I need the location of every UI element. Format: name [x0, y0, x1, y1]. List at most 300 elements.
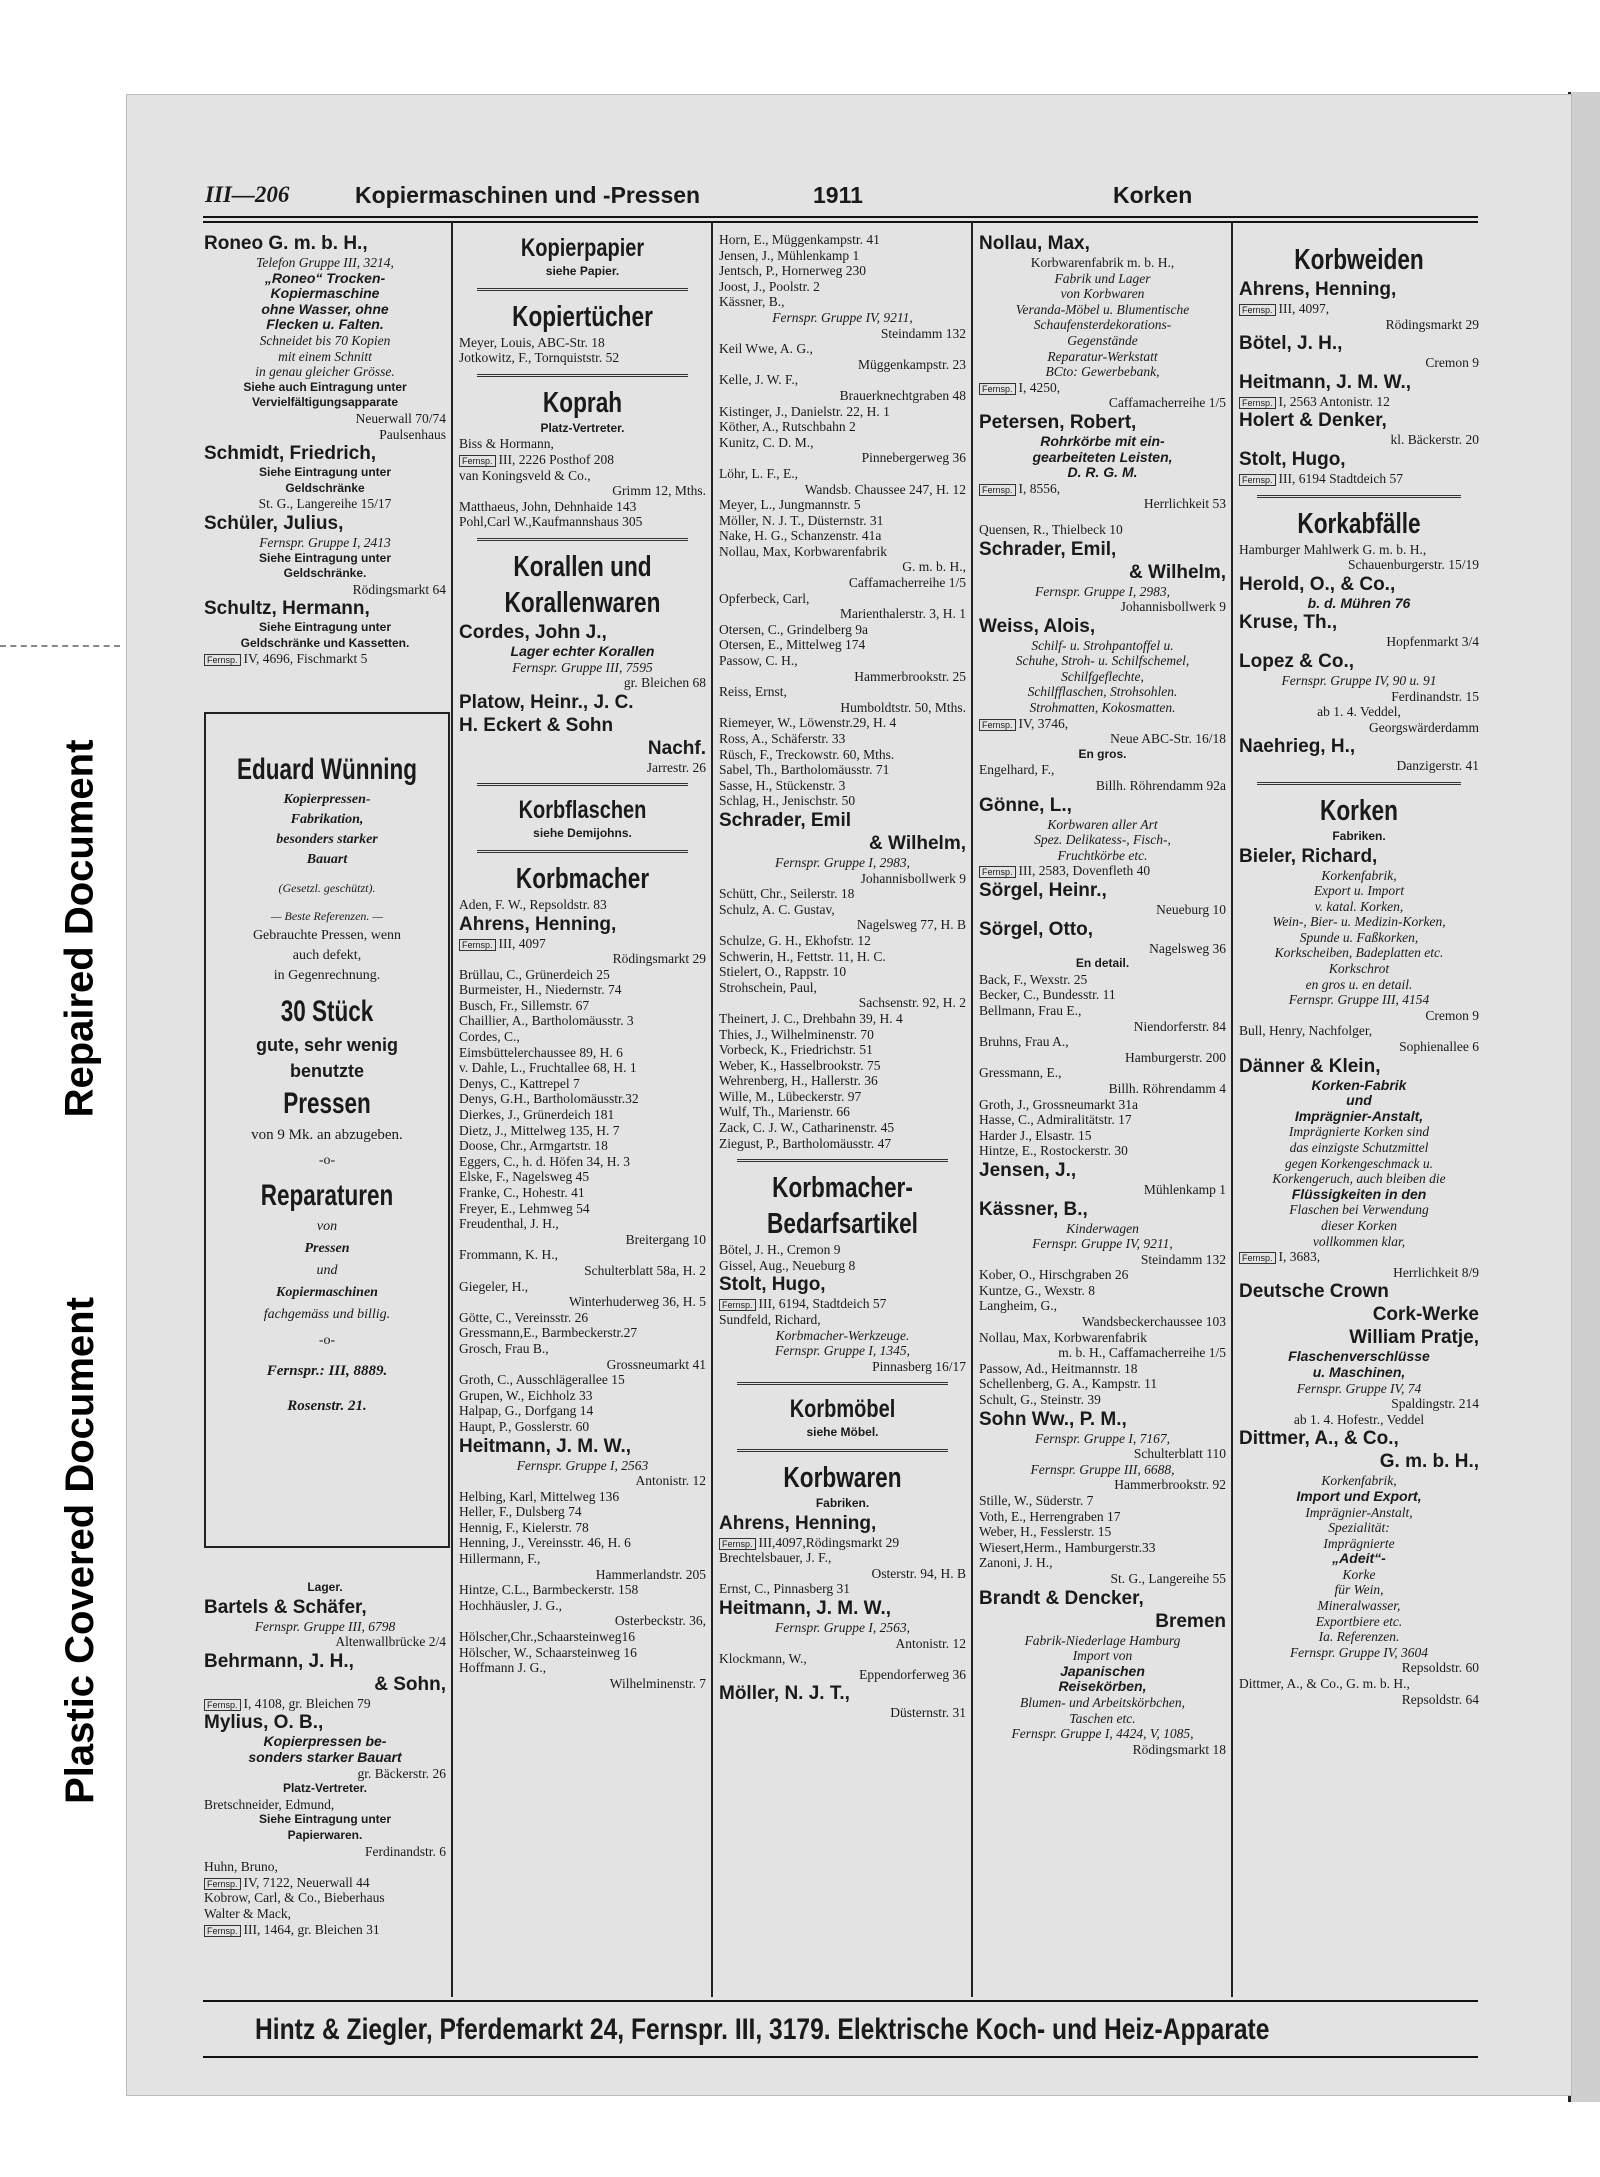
- entry-line: Hillermann, F.,: [459, 1551, 541, 1567]
- note-line: Siehe Eintragung unter: [258, 1812, 391, 1827]
- entry-line: Zack, C. J. W., Catharinenstr. 45: [719, 1120, 895, 1136]
- entry-line: u. Maschinen,: [1312, 1364, 1406, 1380]
- company-name: Sörgel, Heinr.,: [979, 880, 1107, 901]
- entry-line: Hochhäusler, J. G.,: [459, 1597, 562, 1613]
- company-name: Roneo G. m. b. H.,: [204, 233, 368, 254]
- entry-line: Korkengeruch, auch bleiben die: [1272, 1171, 1446, 1187]
- entry-line: Dittmer, A., & Co., G. m. b. H.,: [1239, 1676, 1410, 1692]
- entry-line: Düsternstr. 31: [890, 1705, 966, 1721]
- ad-divider: -o-: [318, 1333, 336, 1348]
- note-line: Fabriken.: [1332, 828, 1386, 843]
- entry-line: Korkenfabrik,: [1321, 867, 1397, 883]
- entry-line: in genau gleicher Grösse.: [255, 364, 395, 380]
- phone-entry: [979, 481, 1226, 497]
- section-heading: Korbweiden: [1294, 244, 1424, 276]
- company-name: Jensen, J.,: [979, 1159, 1077, 1181]
- entry-line: Groth, J., Grossneumarkt 31a: [979, 1096, 1138, 1112]
- entry-line: Billh. Röhrendamm 92a: [1095, 778, 1226, 794]
- company-name: Behrmann, J. H.,: [204, 1650, 354, 1672]
- page-header: [205, 178, 1475, 212]
- column-divider: [971, 222, 973, 1997]
- entry-line: Ross, A., Schäferstr. 33: [719, 731, 846, 746]
- note-line: Siehe auch Eintragung unter: [243, 379, 407, 394]
- entry-line: Theinert, J. C., Drehbahn 39, H. 4: [719, 1010, 903, 1026]
- entry-line: Kuntze, G., Wexstr. 8: [979, 1282, 1096, 1298]
- phone-entry: [459, 936, 706, 952]
- section-rule: [1257, 782, 1461, 785]
- entry-line: Niendorferstr. 84: [1133, 1018, 1226, 1034]
- entry-line: Fernspr. Gruppe I, 1345,: [775, 1343, 910, 1359]
- entry-line: Wille, M., Lübeckerstr. 97: [719, 1088, 862, 1104]
- entry-line: mit einem Schnitt: [278, 348, 372, 364]
- telephone-icon: Fernsp.: [979, 383, 1016, 395]
- entry-line: Danzigerstr. 41: [1396, 758, 1479, 774]
- entry-line: Rödingsmarkt 29: [612, 951, 706, 967]
- entry-line: Export u. Import: [1313, 883, 1405, 899]
- entry-line: Brüllau, C., Grünerdeich 25: [459, 966, 610, 982]
- spacer: [979, 512, 1226, 522]
- entry-line: Helbing, Karl, Mittelweg 136: [459, 1488, 620, 1504]
- entry-line: Veranda-Möbel u. Blumentische: [1015, 301, 1190, 317]
- company-name: Mylius, O. B.,: [204, 1712, 324, 1734]
- phone-entry: [204, 1696, 446, 1712]
- entry-line: Meyer, Louis, ABC-Str. 18: [459, 334, 605, 350]
- company-name: Holert & Denker,: [1239, 410, 1387, 432]
- entry-line: Nagelsweg 77, H. B: [856, 917, 966, 933]
- note-line: En detail.: [1075, 956, 1130, 971]
- entry-line: Rüsch, F., Treckowstr. 60, Mths.: [719, 746, 895, 762]
- ad-repairs: Reparaturen: [260, 1179, 394, 1212]
- entry-line: Import von: [1072, 1648, 1133, 1664]
- entry-line: Schneidet bis 70 Kopien: [259, 332, 391, 348]
- section-rule: [737, 1159, 948, 1162]
- entry-line: Flaschenverschlüsse: [1288, 1349, 1430, 1365]
- entry-line: Korbmacher-Werkzeuge.: [775, 1327, 910, 1343]
- plastic-covered-label: Plastic Covered Document: [44, 1250, 116, 1850]
- entry-line: Hasse, C., Admiralitätstr. 17: [979, 1112, 1132, 1128]
- column-divider: [711, 222, 713, 1997]
- entry-line: ab 1. 4. Hofestr., Veddel: [1293, 1411, 1425, 1427]
- company-name: Kässner, B.,: [979, 1198, 1088, 1220]
- ad-address: Rosenstr. 21.: [287, 1398, 367, 1414]
- column-2: [459, 232, 706, 1997]
- entry-line: Altenwallbrücke 2/4: [335, 1634, 446, 1650]
- entry-line: Fernspr. Gruppe III, 4154: [1288, 992, 1430, 1008]
- entry-line: Import und Export,: [1296, 1488, 1422, 1504]
- entry-line: Hennig, F., Kielerstr. 78: [459, 1519, 589, 1535]
- entry-line: Fernspr. Gruppe IV, 9211,: [1032, 1236, 1173, 1252]
- section-heading: Korbmacher-: [772, 1172, 913, 1205]
- note-line: Vervielfältigungsapparate: [251, 395, 399, 410]
- entry-line: Flaschen bei Verwendung: [1289, 1202, 1429, 1218]
- entry-line: Osterbeckstr. 36,: [614, 1613, 706, 1629]
- entry-line: Fernspr. Gruppe IV, 3604: [1289, 1644, 1429, 1660]
- phone-entry: [979, 863, 1226, 879]
- page-number: III—206: [205, 182, 290, 207]
- note-line: Siehe Eintragung unter: [258, 620, 391, 635]
- company-name: Bieler, Richard,: [1239, 845, 1378, 867]
- entry-line: Kelle, J. W. F.,: [719, 372, 799, 388]
- company-name: Weiss, Alois,: [979, 615, 1096, 637]
- telephone-icon: Fernsp.: [979, 866, 1016, 878]
- entry-line: Schulterblatt 110: [1133, 1446, 1226, 1462]
- entry-line: Fernspr. Gruppe III, 7595: [512, 659, 653, 675]
- entry-line: Schaufensterdekorations-: [1033, 317, 1172, 333]
- entry-line: Back, F., Wexstr. 25: [979, 971, 1088, 987]
- entry-line: Quensen, R., Thielbeck 10: [979, 521, 1123, 537]
- entry-line: Hopfenmarkt 3/4: [1386, 634, 1479, 650]
- entry-line: D. R. G. M.: [1067, 465, 1138, 481]
- entry-line: Cremon 9: [1425, 1007, 1479, 1023]
- entry-line: Ernst, C., Pinnasberg 31: [719, 1581, 850, 1597]
- entry-line: Schauenburgerstr. 15/19: [1348, 557, 1479, 573]
- entry-line: Riemeyer, W., Löwenstr.29, H. 4: [719, 715, 897, 731]
- entry-line: Pinnasberg 16/17: [872, 1358, 966, 1374]
- entry-text: IV, 7122, Neuerwall 44: [243, 1874, 370, 1890]
- entry-line: Cremon 9: [1425, 355, 1479, 371]
- entry-line: Georgswärderdamm: [1369, 719, 1479, 735]
- column-3: [719, 232, 966, 1997]
- phone-entry: [204, 1875, 446, 1891]
- company-name: & Wilhelm,: [869, 832, 966, 854]
- phone-entry: [204, 1922, 446, 1938]
- entry-line: Hammerlandstr. 205: [595, 1566, 706, 1582]
- entry-line: Strohmatten, Kokosmatten.: [1029, 700, 1176, 716]
- entry-line: Horn, E., Müggenkampstr. 41: [719, 232, 880, 247]
- ad-stock-count: 30 Stück: [280, 995, 374, 1028]
- telephone-icon: Fernsp.: [204, 1878, 241, 1890]
- entry-line: Voth, E., Herrengraben 17: [979, 1508, 1121, 1524]
- entry-line: Japanischen: [1060, 1663, 1145, 1679]
- phone-entry: [1239, 1249, 1479, 1265]
- phone-entry: [1239, 301, 1479, 317]
- page-year: 1911: [813, 182, 863, 208]
- entry-line: Jensen, J., Mühlenkamp 1: [719, 247, 860, 263]
- entry-line: Kistinger, J., Danielstr. 22, H. 1: [719, 403, 890, 419]
- company-name: Schmidt, Friedrich,: [204, 443, 377, 465]
- entry-line: Thies, J., Wilhelminenstr. 70: [719, 1026, 874, 1042]
- entry-line: gegen Korkengeschmack u.: [1284, 1155, 1434, 1171]
- entry-line: Haupt, P., Gosslerstr. 60: [459, 1418, 590, 1434]
- entry-line: ab 1. 4. Veddel,: [1317, 704, 1401, 720]
- entry-line: Johannisbollwerk 9: [1120, 599, 1226, 615]
- section-heading: Koprah: [542, 386, 623, 419]
- entry-line: Eppendorferweg 36: [859, 1666, 966, 1682]
- company-name: Gönne, L.,: [979, 794, 1072, 816]
- entry-line: Bruhns, Frau A.,: [979, 1034, 1069, 1050]
- entry-line: Wandsb. Chaussee 247, H. 12: [804, 481, 966, 497]
- entry-line: Breitergang 10: [625, 1231, 706, 1247]
- entry-line: Imprägnierte: [1323, 1535, 1395, 1551]
- footer-advertisement: Hintz & Ziegler, Pferdemarkt 24, Fernspr. III, 3179. Elektrische Koch- und Heiz-Apparate: [255, 2013, 1270, 2046]
- company-name: Dittmer, A., & Co.,: [1239, 1428, 1399, 1450]
- header-rule: [203, 221, 1478, 223]
- entry-line: Busch, Fr., Sillemstr. 67: [459, 997, 590, 1013]
- entry-text: III, 2583, Dovenfleth 40: [1018, 863, 1151, 879]
- section-rule: [477, 783, 688, 786]
- entry-line: Fernspr. Gruppe IV, 74: [1296, 1380, 1422, 1396]
- entry-line: Spez. Delikatess-, Fisch-,: [1034, 832, 1171, 848]
- entry-line: Ferdinandstr. 6: [365, 1843, 446, 1859]
- entry-line: Grimm 12, Mths.: [612, 483, 706, 499]
- entry-text: III, 1464, gr. Bleichen 31: [243, 1921, 380, 1937]
- entry-line: Reisekörben,: [1058, 1679, 1147, 1695]
- entry-line: sonders starker Bauart: [248, 1749, 402, 1765]
- entry-line: Passow, Ad., Heitmannstr. 18: [979, 1360, 1138, 1376]
- entry-line: Hamburgerstr. 200: [1125, 1049, 1226, 1065]
- entry-line: Rödingsmarkt 29: [1385, 316, 1479, 332]
- entry-line: Korkschrot: [1328, 961, 1390, 977]
- entry-line: Hintze, C.L., Barmbeckerstr. 158: [459, 1582, 639, 1598]
- entry-line: Fernspr. Gruppe I, 2983,: [1035, 583, 1170, 599]
- company-name: Petersen, Robert,: [979, 411, 1137, 433]
- entry-line: Wandsbeckerchaussee 103: [1082, 1314, 1226, 1330]
- company-name: Nollau, Max,: [979, 233, 1090, 254]
- note-line: Lager.: [307, 1580, 343, 1594]
- entry-line: Bellmann, Frau E.,: [979, 1002, 1082, 1018]
- entry-line: Hoffmann J. G.,: [459, 1660, 547, 1676]
- entry-line: Biss & Hormann,: [459, 436, 554, 452]
- entry-line: Korken-Fabrik: [1311, 1077, 1407, 1093]
- entry-line: Heller, F., Dulsberg 74: [459, 1504, 582, 1520]
- entry-text: I, 3683,: [1278, 1249, 1321, 1265]
- entry-line: Klockmann, W.,: [719, 1651, 807, 1667]
- ad-phone: Fernspr.: III, 8889.: [266, 1363, 388, 1379]
- entry-line: Ziegust, P., Bartholomäusstr. 47: [719, 1135, 892, 1151]
- entry-line: für Wein,: [1334, 1582, 1384, 1598]
- ad-company-name: Eduard Wünning: [237, 753, 417, 786]
- entry-line: Schellenberg, G. A., Kampstr. 11: [979, 1376, 1158, 1392]
- entry-line: Wiesert,Herm., Hamburgerstr.33: [979, 1539, 1156, 1555]
- entry-text: I, 2563 Antonistr. 12: [1278, 393, 1390, 409]
- entry-line: St. G., Langereihe 15/17: [258, 496, 392, 512]
- note-line: siehe Demijohns.: [533, 826, 632, 841]
- entry-line: Vorbeck, K., Friedrichstr. 51: [719, 1042, 873, 1058]
- entry-line: Kinderwagen: [1066, 1220, 1139, 1236]
- entry-line: Korke: [1342, 1566, 1376, 1582]
- entry-line: Rödingsmarkt 64: [352, 581, 446, 597]
- company-name: Deutsche Crown: [1239, 1281, 1389, 1303]
- entry-line: Fernspr. Gruppe IV, 9211,: [772, 309, 913, 325]
- company-name: Cordes, John J.,: [459, 621, 607, 643]
- company-name: Bartels & Schäfer,: [204, 1596, 367, 1618]
- ad-repair-line: Kopiermaschinen: [276, 1285, 378, 1300]
- entry-line: Herrlichkeit 53: [1143, 496, 1226, 512]
- phone-entry: [459, 452, 706, 468]
- entry-line: Billh. Röhrendamm 4: [1108, 1080, 1226, 1096]
- entry-line: Reiss, Ernst,: [719, 684, 787, 700]
- entry-line: Nollau, Max, Korbwarenfabrik: [979, 1329, 1147, 1345]
- ad-line: — Beste Referenzen. —: [270, 909, 384, 923]
- note-line: En gros.: [1078, 746, 1127, 761]
- entry-line: von Korbwaren: [1060, 286, 1145, 302]
- entry-line: Spezialität:: [1328, 1520, 1390, 1536]
- note-line: Geldschränke.: [283, 566, 367, 581]
- entry-line: en gros u. en detail.: [1305, 976, 1413, 992]
- entry-text: IV, 3746,: [1018, 715, 1069, 731]
- phone-entry: [719, 1535, 966, 1551]
- company-name: Herold, O., & Co.,: [1239, 573, 1396, 595]
- entry-line: vollkommen klar,: [1312, 1233, 1406, 1249]
- note-line: Siehe Eintragung unter: [258, 465, 391, 480]
- entry-line: Steindamm 132: [1140, 1251, 1226, 1267]
- entry-text: III, 6194 Stadtdeich 57: [1278, 470, 1403, 486]
- entry-line: Schlag, H., Jenischstr. 50: [719, 793, 856, 809]
- ad-divider: -o-: [318, 1153, 336, 1168]
- company-name: Ahrens, Henning,: [719, 1512, 877, 1534]
- telephone-icon: Fernsp.: [719, 1538, 756, 1550]
- entry-line: Weber, K., Hasselbrookstr. 75: [719, 1057, 881, 1073]
- entry-line: Giegeler, H.,: [459, 1278, 529, 1294]
- entry-line: Fernspr. Gruppe I, 4424, V, 1085,: [1011, 1726, 1194, 1742]
- entry-line: Spunde u. Faßkorken,: [1299, 929, 1419, 945]
- entry-text: III,4097,Rödingsmarkt 29: [758, 1534, 900, 1550]
- entry-line: Jarrestr. 26: [646, 759, 706, 775]
- entry-line: Lager echter Korallen: [510, 643, 655, 659]
- entry-line: Köther, A., Rutschbahn 2: [719, 419, 856, 435]
- note-line: Platz-Vertreter.: [282, 1781, 368, 1796]
- ad-repair-lines: [206, 1216, 448, 1326]
- company-name: Cork-Werke: [1372, 1304, 1479, 1326]
- ad-repair-line: und: [316, 1263, 338, 1278]
- company-name: Sörgel, Otto,: [979, 918, 1093, 940]
- advertisement-box: [204, 712, 450, 1548]
- phone-entry: [979, 716, 1226, 732]
- entry-line: Kober, O., Hirschgraben 26: [979, 1267, 1129, 1283]
- entry-line: Pinnebergerweg 36: [861, 450, 966, 466]
- company-name: Schrader, Emil: [719, 809, 852, 831]
- footer-rule: [203, 2056, 1478, 2058]
- entry-line: Bull, Henry, Nachfolger,: [1239, 1023, 1373, 1039]
- entry-line: Fabrik-Niederlage Hamburg: [1024, 1632, 1181, 1648]
- entry-line: „Adeit“-: [1332, 1551, 1386, 1567]
- entry-line: Cordes, C.,: [459, 1029, 520, 1045]
- entry-line: Korkscheiben, Badeplatten etc.: [1274, 945, 1444, 961]
- entry-line: Ferdinandstr. 15: [1391, 688, 1479, 704]
- entry-line: St. G., Langereihe 55: [1110, 1570, 1226, 1586]
- section-heading: Korken: [1320, 794, 1398, 827]
- ad-repair-line: fachgemäss und billig.: [263, 1307, 391, 1322]
- entry-line: Flecken u. Falten.: [266, 317, 384, 333]
- section-heading: Korallen und: [513, 550, 652, 583]
- entry-line: Groth, C., Ausschlägerallee 15: [459, 1372, 625, 1388]
- section-heading: Korkabfälle: [1297, 507, 1421, 540]
- entry-text: III, 2226 Posthof 208: [498, 451, 615, 467]
- section-rule: [737, 1449, 948, 1452]
- entry-line: Jentsch, P., Hornerweg 230: [719, 263, 866, 279]
- entry-line: Nake, H. G., Schanzenstr. 41a: [719, 528, 882, 544]
- section-heading: Korbmacher: [515, 862, 650, 895]
- entry-line: Löhr, L. F., E.,: [719, 465, 798, 481]
- entry-line: Humboldtstr. 50, Mths.: [840, 699, 966, 715]
- section-heading: Kopierpapier: [520, 234, 645, 262]
- entry-line: Johannisbollwerk 9: [860, 870, 966, 886]
- ad-repair-line: Pressen: [304, 1241, 350, 1256]
- company-name: G. m. b. H.,: [1379, 1451, 1479, 1473]
- ad-line: Kopierpressen-: [283, 792, 371, 807]
- company-name: Möller, N. J. T.,: [719, 1683, 850, 1705]
- entry-line: Hölscher, W., Schaarsteinweg 16: [459, 1644, 637, 1660]
- scan-page-edge: [1568, 92, 1600, 2102]
- ad-price: von 9 Mk. an abzugeben.: [251, 1127, 403, 1143]
- entry-line: Stille, W., Süderstr. 7: [979, 1493, 1094, 1508]
- entry-line: Otersen, C., Grindelberg 9a: [719, 621, 868, 637]
- entry-line: Eimsbüttelerchaussee 89, H. 6: [459, 1044, 623, 1060]
- entry-line: Nagelsweg 36: [1149, 940, 1226, 956]
- entry-line: Telefon Gruppe III, 3214,: [256, 255, 394, 270]
- entry-line: Korkenfabrik,: [1321, 1473, 1397, 1489]
- phone-entry: [719, 1296, 966, 1312]
- spacer: [1239, 232, 1479, 242]
- entry-line: Wehrenberg, H., Hallerstr. 36: [719, 1073, 878, 1089]
- entry-line: Schütt, Chr., Seilerstr. 18: [719, 886, 855, 902]
- entry-line: Bretschneider, Edmund,: [204, 1796, 335, 1812]
- entry-line: Sachsenstr. 92, H. 2: [858, 995, 966, 1011]
- entry-line: Schilfflaschen, Strohsohlen.: [1027, 684, 1178, 700]
- company-name: Naehrieg, H.,: [1239, 736, 1356, 758]
- section-rule: [1257, 495, 1461, 498]
- entry-line: Korbwarenfabrik m. b. H.,: [1030, 255, 1175, 270]
- entry-line: Otersen, E., Mittelweg 174: [719, 637, 866, 653]
- telephone-icon: Fernsp.: [719, 1299, 756, 1311]
- entry-line: Aden, F. W., Repsoldstr. 83: [459, 896, 607, 912]
- entry-text: IV, 4696, Fischmarkt 5: [243, 651, 368, 667]
- entry-text: I, 8556,: [1018, 480, 1061, 496]
- entry-line: Rödingsmarkt 18: [1132, 1741, 1226, 1757]
- entry-line: Fernspr. Gruppe III, 6798: [254, 1618, 396, 1634]
- entry-line: Schulze, G. H., Ekhofstr. 12: [719, 932, 871, 948]
- entry-line: Rohrkörbe mit ein-: [1040, 433, 1165, 449]
- entry-line: Fernspr. Gruppe I, 2563: [516, 1457, 649, 1473]
- ad-stock-line: gute, sehr wenig: [255, 1035, 399, 1055]
- entry-line: G. m. b. H.,: [902, 559, 966, 575]
- section-rule: [477, 288, 688, 291]
- company-name: Sohn Ww., P. M.,: [979, 1408, 1127, 1430]
- entry-line: Denys, C., Kattrepel 7: [459, 1075, 580, 1091]
- entry-line: und: [1346, 1093, 1372, 1109]
- entry-line: Denys, G.H., Bartholomäusstr.32: [459, 1091, 639, 1107]
- ad-line: (Gesetzl. geschützt).: [278, 881, 376, 895]
- entry-line: das einzigste Schutzmittel: [1289, 1140, 1429, 1155]
- entry-line: Bötel, J. H., Cremon 9: [719, 1242, 841, 1258]
- entry-line: Joost, J., Poolstr. 2: [719, 278, 820, 294]
- entry-line: Gressmann, E.,: [979, 1065, 1062, 1081]
- entry-line: Caffamacherreihe 1/5: [1108, 395, 1226, 411]
- column-1-bottom: [204, 1580, 446, 2000]
- column-1-top: [204, 232, 446, 702]
- entry-line: Neueburg 10: [1156, 902, 1226, 917]
- entry-line: Wilhelminenstr. 7: [609, 1675, 706, 1691]
- company-name: Schrader, Emil,: [979, 538, 1117, 560]
- note-line: Fabriken.: [815, 1496, 870, 1510]
- entry-line: Neuerwall 70/74: [355, 410, 446, 426]
- entry-line: Halpap, G., Dorfgang 14: [459, 1403, 594, 1419]
- entry-line: Schilf- u. Strohpantoffel u.: [1031, 637, 1174, 653]
- entry-line: v. Dahle, L., Fruchtallee 68, H. 1: [459, 1060, 637, 1076]
- section-heading: Kopiertücher: [512, 300, 653, 333]
- company-name: & Sohn,: [374, 1673, 446, 1695]
- company-name: Kruse, Th.,: [1239, 612, 1338, 634]
- entry-line: Franke, C., Hohestr. 41: [459, 1185, 585, 1200]
- entry-line: m. b. H., Caffamacherreihe 1/5: [1058, 1345, 1226, 1361]
- entry-line: Fernspr. Gruppe I, 2413: [259, 534, 391, 550]
- entry-line: Schulz, A. C. Gustav,: [719, 901, 835, 917]
- entry-line: Gressmann,E., Barmbeckerstr.27: [459, 1325, 638, 1341]
- section-heading: Korallenwaren: [504, 586, 661, 619]
- entry-line: Stielert, O., Rappstr. 10: [719, 964, 847, 980]
- entry-line: Huhn, Bruno,: [204, 1859, 278, 1875]
- entry-line: v. katal. Korken,: [1314, 898, 1404, 914]
